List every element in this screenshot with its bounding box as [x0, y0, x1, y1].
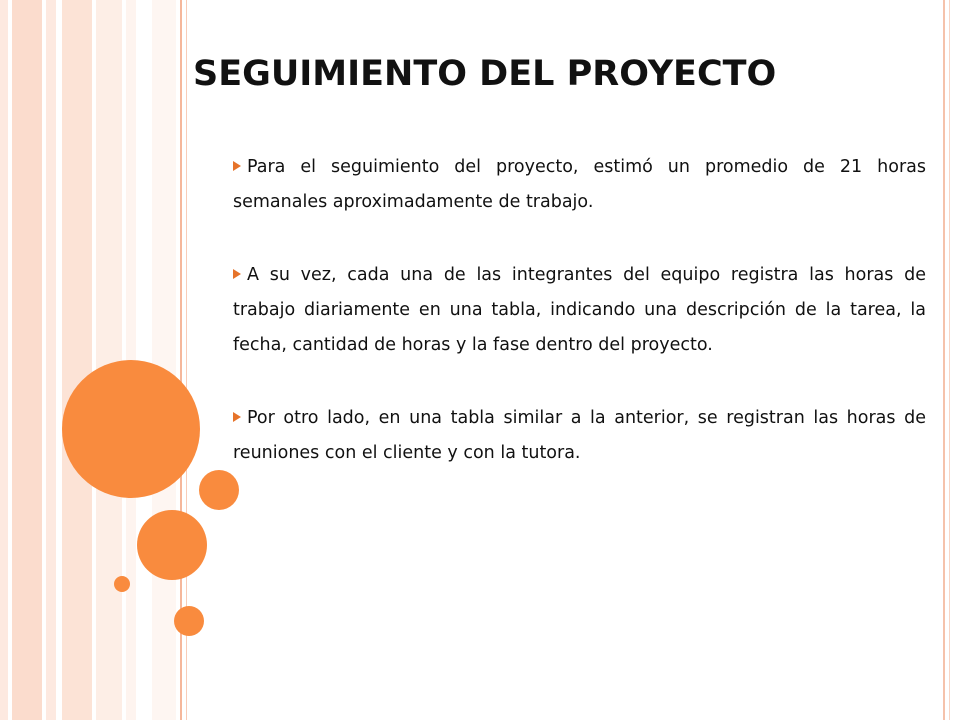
bullet-item [233, 401, 926, 471]
decorative-line [943, 0, 945, 720]
decorative-stripe [12, 0, 42, 720]
decorative-circle-medium [137, 510, 207, 580]
bullet-list [233, 150, 926, 509]
arrowhead-bullet-icon [233, 412, 241, 422]
arrowhead-bullet-icon [233, 269, 241, 279]
bullet-text: Por otro lado, en una tabla similar a la anterior, se registran las horas de reuniones con el cliente y con la tutora. [233, 408, 926, 463]
decorative-circle-small [174, 606, 204, 636]
bullet-text: A su vez, cada una de las integrantes del equipo registra las horas de trabajo diariamente en una tabla, indicando una descripción de la tarea, la fecha, cantidad de horas y la fase dentro del proyecto. [233, 265, 926, 355]
decorative-stripe [62, 0, 92, 720]
decorative-circle-tiny [114, 576, 130, 592]
bullet-item [233, 258, 926, 363]
decorative-stripe [96, 0, 122, 720]
slide-title: SEGUIMIENTO DEL PROYECTO [193, 54, 777, 94]
decorative-stripe [152, 0, 176, 720]
bullet-text: Para el seguimiento del proyecto, estimó un promedio de 21 horas semanales aproximadamente de trabajo. [233, 157, 926, 212]
decorative-stripe [46, 0, 56, 720]
bullet-item [233, 150, 926, 220]
arrowhead-bullet-icon [233, 161, 241, 171]
decorative-stripe [0, 0, 8, 720]
decorative-circle-large [62, 360, 200, 498]
decorative-line [949, 0, 950, 720]
